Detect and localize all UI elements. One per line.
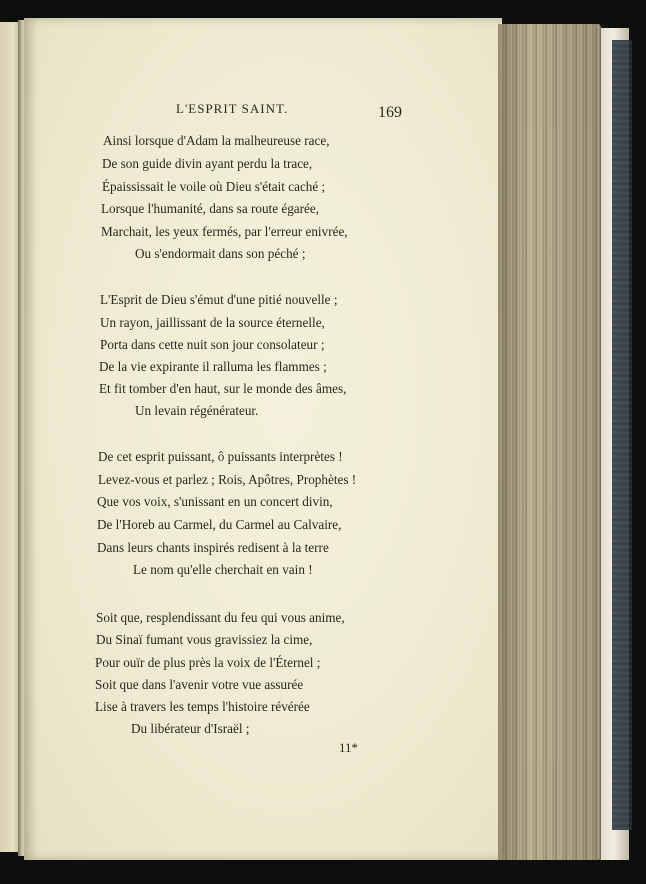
- poem-line: Pour ouïr de plus près la voix de l'Éternel ;: [95, 655, 321, 670]
- poem-line: De cet esprit puissant, ô puissants interprètes !: [98, 449, 343, 464]
- poem-line: De l'Horeb au Carmel, du Carmel au Calvaire,: [97, 517, 342, 532]
- poem-line: Ainsi lorsque d'Adam la malheureuse race,: [103, 133, 330, 148]
- poem-line: Et fit tomber d'en haut, sur le monde des âmes,: [99, 381, 347, 396]
- poem-line: Du Sinaï fumant vous gravissiez la cime,: [96, 632, 313, 647]
- poem-line: De son guide divin ayant perdu la trace,: [102, 156, 313, 171]
- poem-line: Dans leurs chants inspirés redisent à la terre: [97, 540, 329, 555]
- poem-line: Le nom qu'elle cherchait en vain !: [133, 562, 313, 577]
- poem-line: Soit que dans l'avenir votre vue assurée: [95, 677, 304, 692]
- poem-line: Lorsque l'humanité, dans sa route égarée,: [101, 201, 320, 216]
- poem-line: Un rayon, jaillissant de la source éternelle,: [100, 315, 325, 330]
- poem-line: Ou s'endormait dans son péché ;: [135, 246, 306, 261]
- poem-line: L'Esprit de Dieu s'émut d'une pitié nouvelle ;: [100, 292, 338, 307]
- poem-line: Marchait, les yeux fermés, par l'erreur enivrée,: [101, 224, 348, 239]
- poem-line: Épaississait le voile où Dieu s'était caché ;: [102, 179, 326, 194]
- poem-line: Porta dans cette nuit son jour consolateur ;: [100, 337, 325, 352]
- poem-line: Un levain régénérateur.: [135, 403, 259, 418]
- poem-line: Lise à travers les temps l'histoire révérée: [95, 699, 310, 714]
- poem-line: De la vie expirante il ralluma les flammes ;: [99, 359, 327, 374]
- page-number: 169: [378, 104, 402, 121]
- poem-line: Soit que, resplendissant du feu qui vous anime,: [96, 610, 345, 625]
- poem-line: Que vos voix, s'unissant en un concert divin,: [97, 494, 333, 509]
- poem-line: Du libérateur d'Israël ;: [131, 721, 250, 736]
- signature-mark: 11*: [339, 740, 359, 755]
- poem-line: Levez-vous et parlez ; Rois, Apôtres, Prophètes !: [98, 472, 357, 487]
- running-title: L'ESPRIT SAINT.: [176, 101, 289, 116]
